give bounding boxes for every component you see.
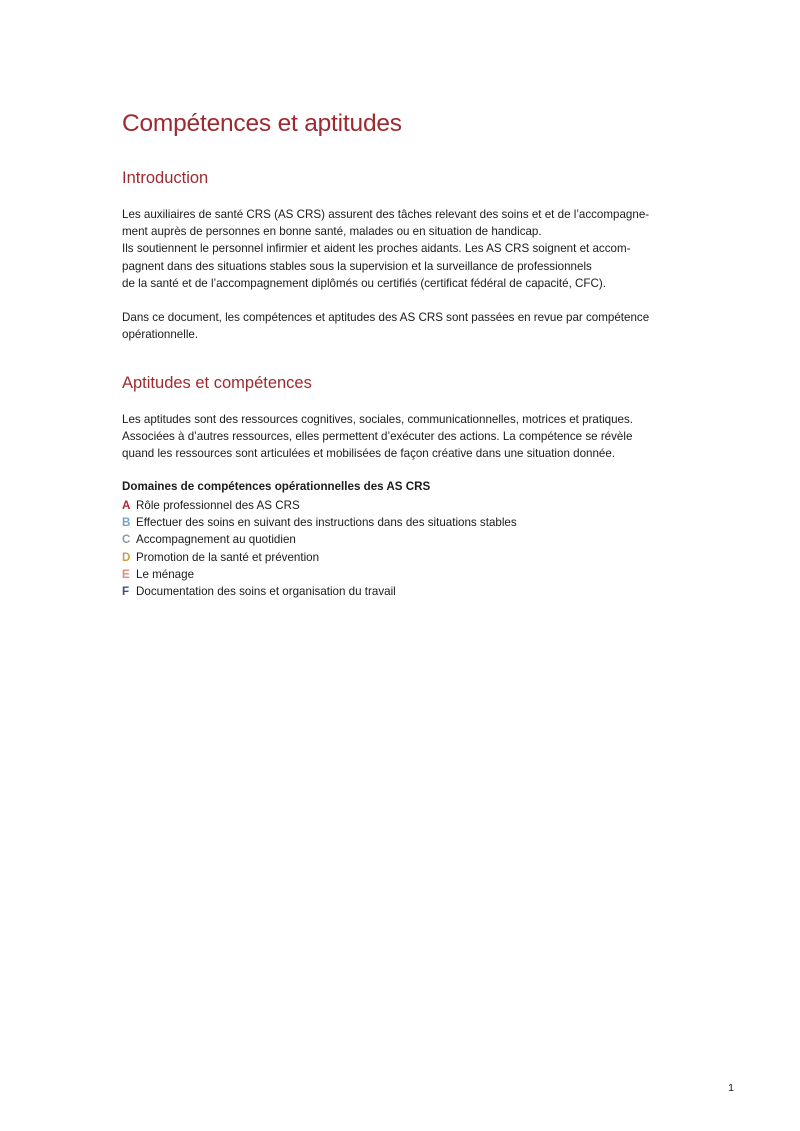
text-line: quand les ressources sont articulées et mobilisées de façon créative dans une situation donnée.	[122, 447, 616, 461]
page-number: 1	[728, 1082, 734, 1094]
introduction-heading: Introduction	[122, 169, 209, 187]
text-line: Associées à d’autres ressources, elles permettent d’exécuter des actions. La compétence se révèle	[122, 430, 633, 444]
text-line: Dans ce document, les compétences et aptitudes des AS CRS sont passées en revue par compétence	[122, 311, 650, 324]
domain-label: Documentation des soins et organisation du travail	[136, 585, 396, 599]
domain-letter: A	[122, 499, 131, 512]
text-line: Les aptitudes sont des ressources cognitives, sociales, communicationnelles, motrices et pratiques.	[122, 413, 634, 426]
domain-letter: C	[122, 533, 131, 547]
domain-label: Accompagnement au quotidien	[136, 533, 296, 547]
aptitudes-heading: Aptitudes et compétences	[122, 374, 312, 392]
domain-item-a	[122, 497, 517, 514]
domain-item-b	[122, 514, 517, 531]
domains-heading: Domaines de compétences opérationnelles des AS CRS	[122, 480, 431, 493]
page-title: Compétences et aptitudes	[122, 110, 402, 137]
domain-label: Effectuer des soins en suivant des instructions dans des situations stables	[136, 516, 517, 530]
domain-label: Rôle professionnel des AS CRS	[136, 499, 300, 512]
domain-item-c	[122, 531, 517, 548]
domain-letter: D	[122, 550, 131, 564]
domain-letter: F	[122, 585, 130, 599]
domain-item-d	[122, 549, 517, 566]
text-line: opérationnelle.	[122, 328, 199, 342]
text-line: ment auprès de personnes en bonne santé, malades ou en situation de handicap.	[122, 225, 542, 239]
introduction-paragraph-2	[122, 309, 682, 343]
text-line: pagnent dans des situations stables sous la supervision et la surveillance de professionnels	[122, 259, 592, 273]
domain-item-e	[122, 566, 517, 583]
introduction-paragraph-1	[122, 206, 682, 292]
domain-letter: B	[122, 516, 131, 530]
text-line: Les auxiliaires de santé CRS (AS CRS) assurent des tâches relevant des soins et et de l’accompagne-	[122, 208, 650, 221]
domain-letter: E	[122, 567, 130, 581]
domain-label: Le ménage	[136, 567, 195, 581]
domains-list	[122, 497, 517, 600]
text-line: Ils soutiennent le personnel infirmier et aident les proches aidants. Les AS CRS soignent et accom-	[122, 242, 631, 256]
text-line: de la santé et de l’accompagnement diplômés ou certifiés (certificat fédéral de capacité, CFC).	[122, 276, 606, 290]
aptitudes-paragraph	[122, 411, 682, 463]
domain-item-f	[122, 583, 517, 600]
domain-label: Promotion de la santé et prévention	[136, 550, 320, 564]
